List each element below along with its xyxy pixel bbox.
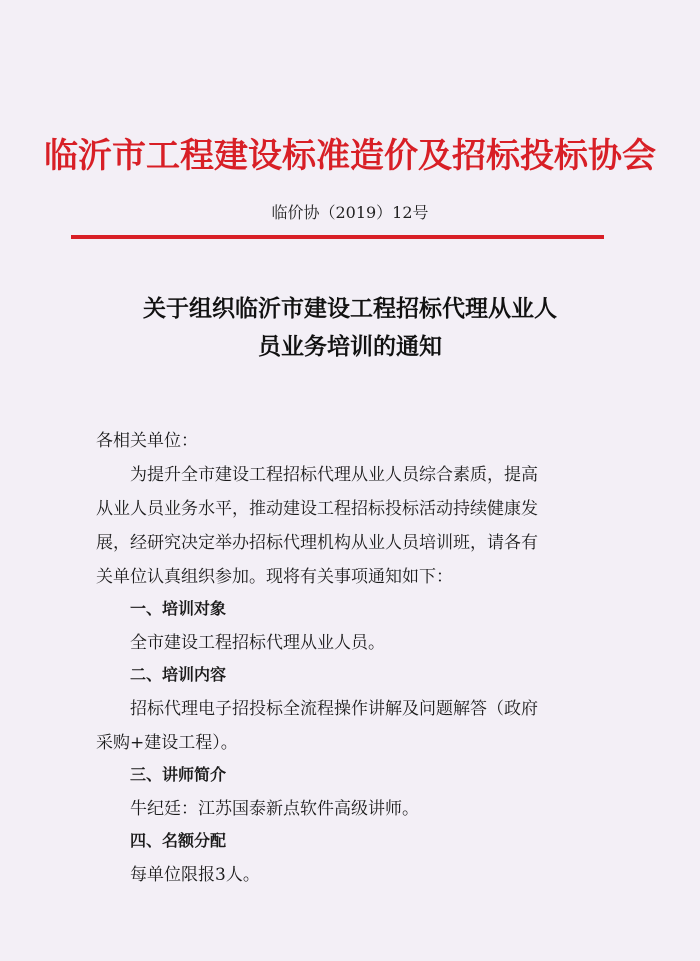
- intro-line-3: 展，经研究决定举办招标代理机构从业人员培训班，请各有: [96, 533, 538, 553]
- org-name-header: 临沂市工程建设标准造价及招标投标协会: [44, 136, 656, 176]
- intro-line-2: 从业人员业务水平，推动建设工程招标投标活动持续健康发: [96, 499, 538, 519]
- section-heading: 一、培训对象: [130, 599, 227, 618]
- notice-title-line-1: 关于组织临沂市建设工程招标代理从业人: [143, 295, 557, 322]
- section-text: 每单位限报3人。: [130, 865, 260, 885]
- intro-line-1: 为提升全市建设工程招标代理从业人员综合素质，提高: [130, 465, 538, 485]
- notice-title-line-2: 员业务培训的通知: [258, 333, 442, 360]
- section-text: 牛纪廷：江苏国泰新点软件高级讲师。: [130, 799, 419, 819]
- document-number: 临价协（2019）12号: [271, 203, 429, 222]
- intro-line-4: 关单位认真组织参加。现将有关事项通知如下：: [96, 567, 453, 587]
- section-heading: 四、名额分配: [130, 831, 227, 850]
- section-text: 全市建设工程招标代理从业人员。: [130, 633, 385, 653]
- section-heading: 三、讲师简介: [130, 765, 227, 784]
- salutation: 各相关单位：: [96, 431, 198, 451]
- red-divider-line: [71, 235, 604, 239]
- section-text: 招标代理电子招投标全流程操作讲解及问题解答（政府: [130, 699, 538, 719]
- section-heading: 二、培训内容: [130, 665, 227, 684]
- section-text: 采购+建设工程）。: [96, 733, 238, 753]
- notice-title: [60, 290, 640, 366]
